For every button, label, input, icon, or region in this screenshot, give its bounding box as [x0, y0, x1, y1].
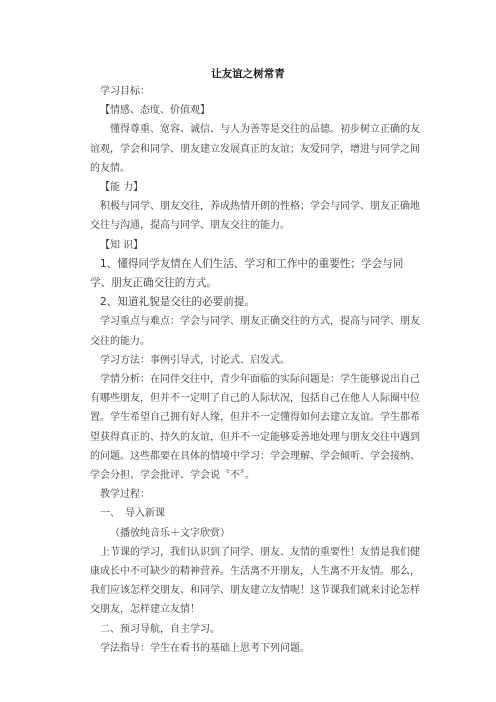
document-body	[90, 82, 422, 658]
paragraph: 学习方法：事例引导式，讨论式、启发式。	[100, 354, 290, 366]
paragraph: 学法指导：学生在看书的基础上思考下列问题。	[100, 642, 310, 654]
paragraph: 上节课的学习，我们认识到了同学、朋友、友情的重要性！友情是我们健康成长中不可缺少的精神营养。生活离不开朋友，人生离不开友情。那么，我们应该怎样交朋友、和同学、朋友建立友情呢！这节课我们就来讨论怎样交朋友，怎样建立友情！	[90, 546, 420, 616]
paragraph: 2、知道礼貌是交往的必要前提。	[100, 296, 256, 309]
section-heading: 【知 识】	[100, 239, 144, 251]
paragraph: 学习重点与难点：学会与同学、朋友正确交往的方式，提高与同学、朋友交往的能力。	[90, 316, 420, 347]
paragraph: 学习目标：	[100, 86, 150, 97]
paragraph: 教学过程：	[100, 489, 150, 501]
paragraph: 1、懂得同学友情在人们生活、学习和工作中的重要性；学会与同学、朋友正确交往的方式。	[90, 257, 404, 290]
paragraph: 积极与同学、朋友交往，养成热情开朗的性格；学会与同学、朋友正确地交往与沟通，提高与同学、朋友交往的能力。	[90, 201, 420, 232]
section-heading: 二、预习导航，自主学习。	[100, 623, 220, 635]
section-heading: 【能 力】	[100, 182, 144, 194]
paragraph: 懂得尊重、宽容、诚信、与人为善等是交往的品德。初步树立正确的友谊观，学会和同学、朋友建立发展真正的友谊；友爱同学，增进与同学之间的友情。	[90, 124, 420, 174]
paragraph: （播放纯音乐＋文字欣赏）	[110, 527, 230, 539]
document-title: 让友谊之树常青	[211, 68, 285, 80]
section-heading: 【情感、态度、价值观】	[100, 105, 210, 117]
paragraph: 学情分析：在同伴交往中，青少年面临的实际问题是：学生能够说出自己有哪些朋友，但并不一定明了自己的人际状况，包括自己在他人人际圈中位置。学生希望自己拥有好人缘，但并不一定懂得如何去建立友谊。学生都希望获得真正的、持久的友谊，但并不一定能够妥善地处理与朋友交往中遇到的问题。这些都要在具体的情境中学习：学会理解、学会倾听、学会接纳、学会分担、学会批评、学会说〝不〞。	[90, 374, 420, 482]
section-heading: 一、 导入新课	[100, 508, 165, 520]
